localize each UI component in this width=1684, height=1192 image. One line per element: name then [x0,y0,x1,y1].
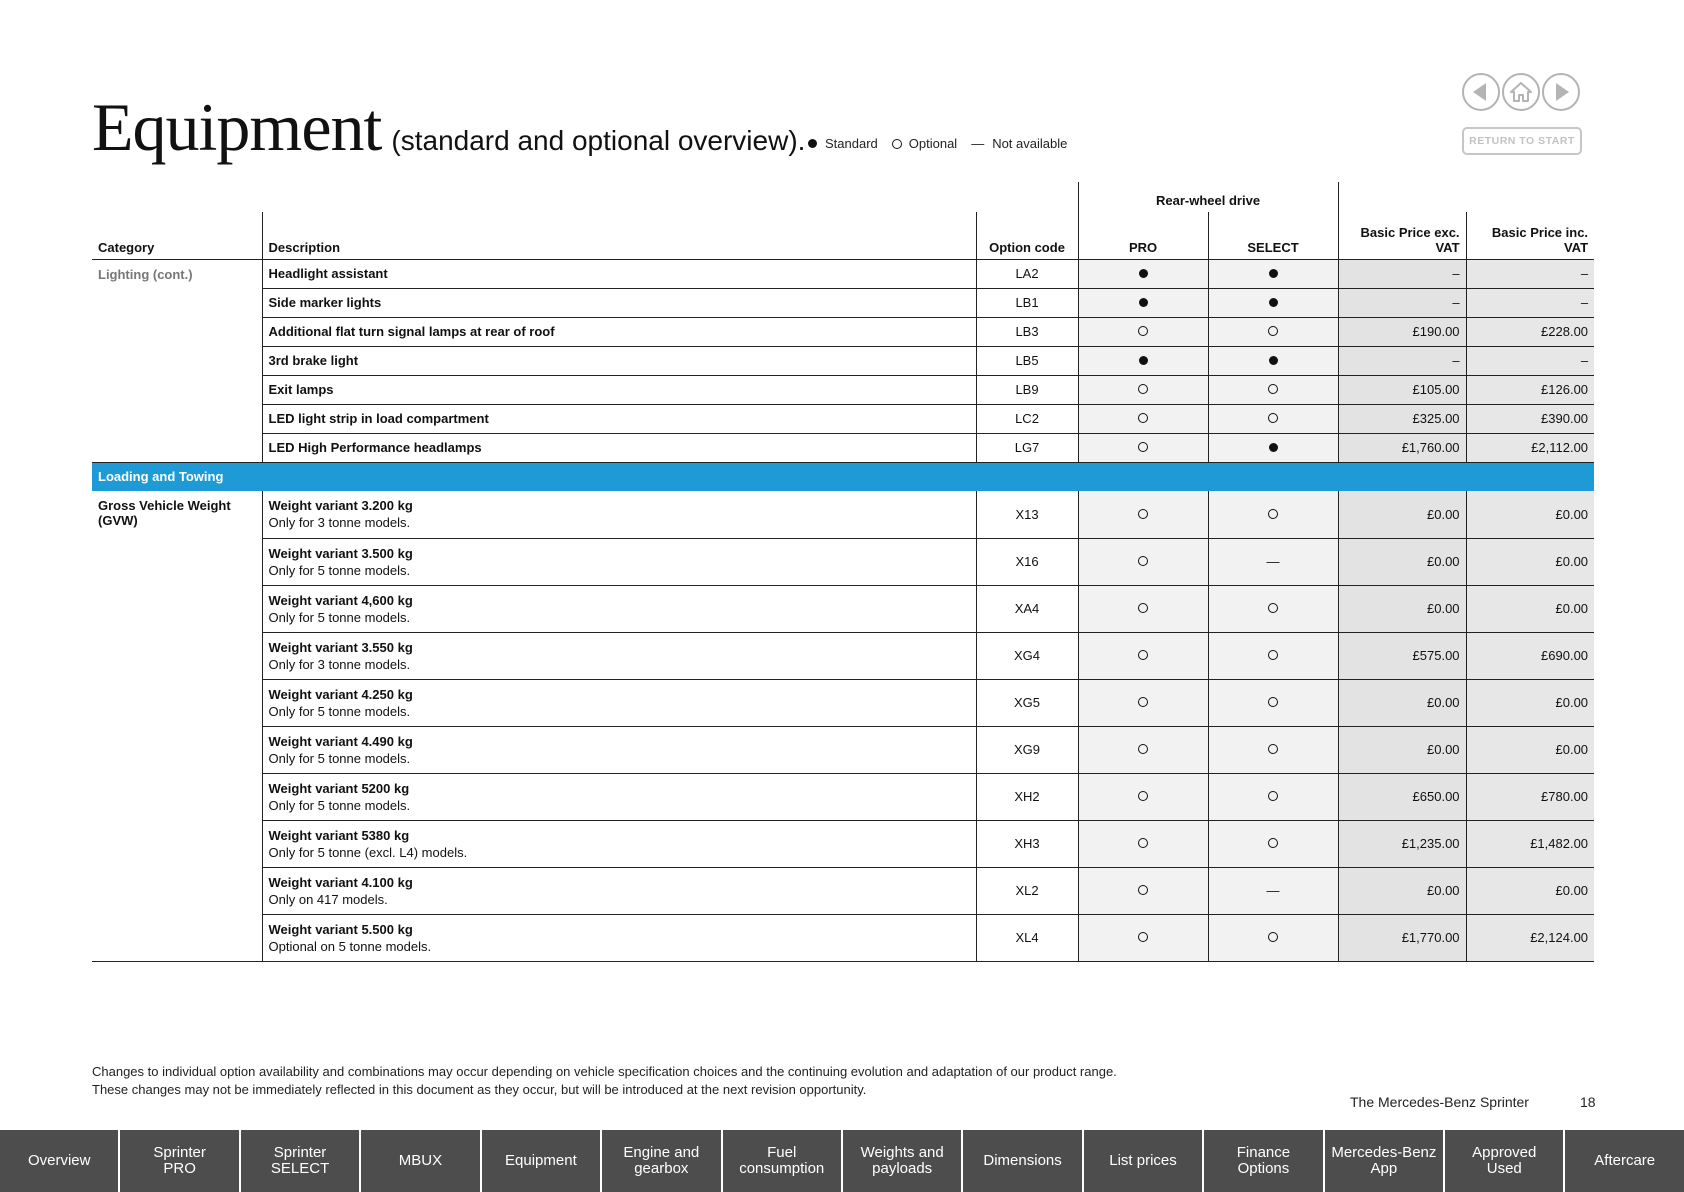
next-page-button[interactable] [1542,73,1580,111]
table-row [92,491,1594,538]
pro-availability-cell [1078,585,1208,632]
footnote-line-1: Changes to individual option availability and combinations may occur depending on vehicle specification choices and the continuing evolution and adaptation of our product range. [92,1064,1117,1079]
pro-availability-cell [1078,433,1208,462]
legend-optional [892,136,957,151]
standard-filled-circle-icon [1269,298,1278,307]
select-availability-cell [1208,585,1338,632]
return-to-start-button[interactable]: RETURN TO START [1462,127,1582,155]
price-exc-vat-cell: £190.00 [1338,317,1466,346]
select-availability-cell [1208,679,1338,726]
select-header: SELECT [1208,212,1338,259]
optional-open-circle-icon [1138,744,1148,754]
description-note: Only for 5 tonne models. [268,562,411,578]
pro-availability-cell [1078,259,1208,288]
nav-tab-mercedes-benz-app[interactable]: Mercedes-Benz App [1325,1130,1445,1192]
description-note: Only on 417 models. [268,891,388,907]
home-icon [1509,81,1533,103]
description-note: Only for 5 tonne models. [268,609,411,625]
table-row [92,346,1594,375]
category-cell [92,679,262,726]
option-code-cell: LB9 [976,375,1078,404]
pro-availability-cell [1078,375,1208,404]
blank-header [92,182,1078,212]
option-code-cell: XL4 [976,914,1078,961]
select-availability-cell [1208,914,1338,961]
category-label: Lighting (cont.) [98,266,193,282]
optional-open-circle-icon [1138,509,1148,519]
description-note: Only for 5 tonne models. [268,797,411,813]
price-inc-vat-cell: £0.00 [1466,585,1594,632]
select-availability-cell [1208,404,1338,433]
home-button[interactable] [1502,73,1540,111]
category-cell [92,288,262,317]
description-cell [262,404,976,433]
pro-availability-cell [1078,679,1208,726]
description-cell [262,288,976,317]
select-availability-cell [1208,317,1338,346]
optional-open-circle-icon [1268,838,1278,848]
description-cell [262,538,976,585]
nav-tab-fuel-consumption[interactable]: Fuel consumption [723,1130,843,1192]
pro-availability-cell [1078,773,1208,820]
description-cell [262,433,976,462]
optional-open-circle-icon [1138,326,1148,336]
nav-tab-sprinter-pro[interactable]: Sprinter PRO [120,1130,240,1192]
nav-tab-sprinter-select[interactable]: Sprinter SELECT [241,1130,361,1192]
pro-availability-cell [1078,820,1208,867]
option-code-cell: X16 [976,538,1078,585]
select-availability-cell [1208,346,1338,375]
description-cell [262,726,976,773]
table-row [92,632,1594,679]
pro-availability-cell [1078,491,1208,538]
table-row [92,585,1594,632]
price-inc-vat-cell: £780.00 [1466,773,1594,820]
description-title: Weight variant 5380 kg [268,827,410,843]
optional-open-circle-icon [1138,697,1148,707]
select-availability-cell [1208,867,1338,914]
description-note: Only for 5 tonne models. [268,750,411,766]
page-title-block [92,88,805,167]
price-inc-vat-cell: £228.00 [1466,317,1594,346]
optional-open-circle-icon [1138,885,1148,895]
optional-open-circle-icon [1138,413,1148,423]
optional-open-circle-icon [1138,442,1148,452]
price-exc-vat-cell: £1,235.00 [1338,820,1466,867]
price-exc-vat-cell: £0.00 [1338,726,1466,773]
option-code-cell: LG7 [976,433,1078,462]
section-header-row [92,462,1594,491]
category-cell [92,404,262,433]
option-code-cell: LB3 [976,317,1078,346]
option-code-cell: XL2 [976,867,1078,914]
pro-availability-cell [1078,288,1208,317]
standard-filled-circle-icon [1139,269,1148,278]
price-inc-vat-header: Basic Price inc. VAT [1466,212,1594,259]
legend [808,136,1081,151]
standard-filled-circle-icon [1139,298,1148,307]
category-cell [92,820,262,867]
category-label: Gross Vehicle Weight (GVW) [98,498,231,528]
select-availability-cell [1208,375,1338,404]
pro-availability-cell [1078,404,1208,433]
nav-tab-dimensions[interactable]: Dimensions [963,1130,1083,1192]
pro-availability-cell [1078,538,1208,585]
price-exc-vat-cell: – [1338,288,1466,317]
pro-availability-cell [1078,317,1208,346]
column-header-row [92,212,1594,259]
equipment-table [92,182,1594,962]
optional-open-circle-icon [1138,650,1148,660]
standard-filled-circle-icon [1269,443,1278,452]
option-code-cell: LA2 [976,259,1078,288]
description-note: Only for 5 tonne (excl. L4) models. [268,844,468,860]
category-cell [92,632,262,679]
nav-tab-weights-and-payloads[interactable]: Weights and payloads [843,1130,963,1192]
nav-tab-overview[interactable]: Overview [0,1130,120,1192]
description-cell [262,820,976,867]
description-cell [262,491,976,538]
description-note: Only for 3 tonne models. [268,515,411,531]
price-inc-vat-cell: £390.00 [1466,404,1594,433]
previous-page-button[interactable] [1462,73,1500,111]
optional-open-circle-icon [1268,744,1278,754]
table-row [92,288,1594,317]
filled-circle-icon [808,139,817,148]
optional-open-circle-icon [1268,791,1278,801]
pro-availability-cell [1078,726,1208,773]
legend-standard [808,136,878,151]
category-cell [92,773,262,820]
optional-open-circle-icon [1138,838,1148,848]
price-exc-vat-cell: – [1338,259,1466,288]
option-code-cell: XH2 [976,773,1078,820]
price-inc-vat-cell: £0.00 [1466,867,1594,914]
table-row [92,538,1594,585]
optional-open-circle-icon [1138,791,1148,801]
select-availability-cell [1208,726,1338,773]
brand-label: The Mercedes-Benz Sprinter [1350,1094,1529,1110]
category-cell [92,491,262,538]
option-code-cell: XH3 [976,820,1078,867]
category-cell [92,538,262,585]
optional-open-circle-icon [1268,384,1278,394]
price-inc-vat-cell: – [1466,346,1594,375]
option-code-cell: XG5 [976,679,1078,726]
price-exc-vat-cell: £1,760.00 [1338,433,1466,462]
description-cell [262,585,976,632]
description-title: Additional flat turn signal lamps at rear of roof [268,324,555,339]
optional-open-circle-icon [1268,413,1278,423]
optional-open-circle-icon [1138,384,1148,394]
group-header-row [92,182,1594,212]
not-available-dash-icon: — [1266,554,1280,569]
description-title: Exit lamps [268,382,334,397]
price-inc-vat-cell: – [1466,288,1594,317]
select-availability-cell [1208,773,1338,820]
description-cell [262,375,976,404]
footnote-line-2: These changes may not be immediately reflected in this document as they occur, but will be introduced at the next revision opportunity. [92,1082,867,1097]
description-note: Only for 5 tonne models. [268,703,411,719]
description-title: LED High Performance headlamps [268,440,482,455]
page-number: 18 [1580,1094,1596,1110]
category-cell [92,259,262,288]
pro-availability-cell [1078,346,1208,375]
legend-standard-label: Standard [825,136,878,151]
arrow-left-icon [1470,81,1492,103]
bottom-navigation [0,1130,1684,1192]
price-inc-vat-cell: £0.00 [1466,491,1594,538]
option-code-cell: LB5 [976,346,1078,375]
table-row [92,404,1594,433]
description-title: Weight variant 4.490 kg [268,733,413,749]
optional-open-circle-icon [1268,509,1278,519]
description-header: Description [262,212,976,259]
pro-availability-cell [1078,867,1208,914]
table-row [92,259,1594,288]
optional-open-circle-icon [1268,932,1278,942]
category-cell [92,375,262,404]
option-code-cell: X13 [976,491,1078,538]
price-exc-vat-cell: £0.00 [1338,491,1466,538]
description-cell [262,679,976,726]
price-exc-vat-cell: £650.00 [1338,773,1466,820]
category-header: Category [92,212,262,259]
description-cell [262,773,976,820]
legend-not-available [971,136,1067,151]
description-title: LED light strip in load compartment [268,411,489,426]
arrow-right-icon [1550,81,1572,103]
category-cell [92,317,262,346]
blank-header-right [1338,182,1594,212]
option-code-cell: LB1 [976,288,1078,317]
nav-tab-list-prices[interactable]: List prices [1084,1130,1204,1192]
not-available-dash-icon: — [1266,883,1280,898]
table-row [92,820,1594,867]
select-availability-cell [1208,288,1338,317]
price-exc-vat-cell: £1,770.00 [1338,914,1466,961]
price-exc-vat-cell: £105.00 [1338,375,1466,404]
description-cell [262,867,976,914]
select-availability-cell [1208,259,1338,288]
description-title: Weight variant 5.500 kg [268,921,413,937]
table-row [92,433,1594,462]
option-code-header: Option code [976,212,1078,259]
description-title: Weight variant 4.250 kg [268,686,413,702]
table-row [92,317,1594,346]
standard-filled-circle-icon [1269,356,1278,365]
price-inc-vat-cell: £2,124.00 [1466,914,1594,961]
description-title: 3rd brake light [268,353,359,368]
description-cell [262,914,976,961]
description-title: Weight variant 3.200 kg [268,498,413,514]
page-title: Equipment [92,89,382,165]
category-cell [92,867,262,914]
pro-header: PRO [1078,212,1208,259]
nav-tab-mbux[interactable]: MBUX [361,1130,481,1192]
category-cell [92,585,262,632]
dash-icon: — [971,136,985,151]
section-title: Loading and Towing [92,462,1594,491]
optional-open-circle-icon [1138,603,1148,613]
price-exc-vat-cell: £0.00 [1338,867,1466,914]
pro-availability-cell [1078,632,1208,679]
table-row [92,914,1594,961]
option-code-cell: LC2 [976,404,1078,433]
select-availability-cell [1208,433,1338,462]
price-inc-vat-cell: £0.00 [1466,726,1594,773]
description-title: Weight variant 3.550 kg [268,639,413,655]
price-inc-vat-cell: – [1466,259,1594,288]
description-title: Weight variant 3.500 kg [268,545,413,561]
select-availability-cell [1208,632,1338,679]
category-cell [92,726,262,773]
standard-filled-circle-icon [1269,269,1278,278]
option-code-cell: XA4 [976,585,1078,632]
table-row [92,773,1594,820]
standard-filled-circle-icon [1139,356,1148,365]
table-row [92,679,1594,726]
select-availability-cell [1208,491,1338,538]
nav-tab-approved-used[interactable]: Approved Used [1445,1130,1565,1192]
page-nav-icons [1462,73,1580,111]
description-cell [262,259,976,288]
option-code-cell: XG9 [976,726,1078,773]
optional-open-circle-icon [1268,650,1278,660]
price-inc-vat-cell: £126.00 [1466,375,1594,404]
category-cell [92,914,262,961]
price-exc-vat-cell: £575.00 [1338,632,1466,679]
optional-open-circle-icon [1268,603,1278,613]
category-cell [92,433,262,462]
price-inc-vat-cell: £0.00 [1466,679,1594,726]
nav-tab-finance-options[interactable]: Finance Options [1204,1130,1324,1192]
description-title: Headlight assistant [268,266,388,281]
price-inc-vat-cell: £0.00 [1466,538,1594,585]
price-inc-vat-cell: £690.00 [1466,632,1594,679]
nav-tab-aftercare[interactable]: Aftercare [1565,1130,1683,1192]
description-cell [262,632,976,679]
legend-optional-label: Optional [908,136,958,151]
option-code-cell: XG4 [976,632,1078,679]
description-note: Only for 3 tonne models. [268,656,411,672]
price-exc-vat-header: Basic Price exc. VAT [1338,212,1466,259]
nav-tab-equipment[interactable]: Equipment [482,1130,602,1192]
description-cell [262,346,976,375]
table-row [92,375,1594,404]
optional-open-circle-icon [1268,326,1278,336]
description-note: Optional on 5 tonne models. [268,938,432,954]
description-title: Weight variant 4.100 kg [268,874,413,890]
category-cell [92,346,262,375]
description-title: Weight variant 5200 kg [268,780,410,796]
price-exc-vat-cell: £0.00 [1338,538,1466,585]
page-subtitle: (standard and optional overview). [391,125,806,156]
price-exc-vat-cell: £325.00 [1338,404,1466,433]
optional-open-circle-icon [1138,932,1148,942]
nav-tab-engine-and-gearbox[interactable]: Engine and gearbox [602,1130,722,1192]
select-availability-cell [1208,538,1338,585]
price-exc-vat-cell: £0.00 [1338,679,1466,726]
price-inc-vat-cell: £1,482.00 [1466,820,1594,867]
optional-open-circle-icon [1268,697,1278,707]
description-cell [262,317,976,346]
legend-not-available-label: Not available [992,136,1068,151]
description-title: Side marker lights [268,295,382,310]
table-row [92,726,1594,773]
footnote [92,1063,1292,1099]
price-exc-vat-cell: – [1338,346,1466,375]
open-circle-icon [892,139,902,149]
description-title: Weight variant 4,600 kg [268,592,413,608]
rear-wheel-drive-header: Rear-wheel drive [1078,182,1338,212]
optional-open-circle-icon [1138,556,1148,566]
table-row [92,867,1594,914]
price-inc-vat-cell: £2,112.00 [1466,433,1594,462]
select-availability-cell [1208,820,1338,867]
price-exc-vat-cell: £0.00 [1338,585,1466,632]
pro-availability-cell [1078,914,1208,961]
